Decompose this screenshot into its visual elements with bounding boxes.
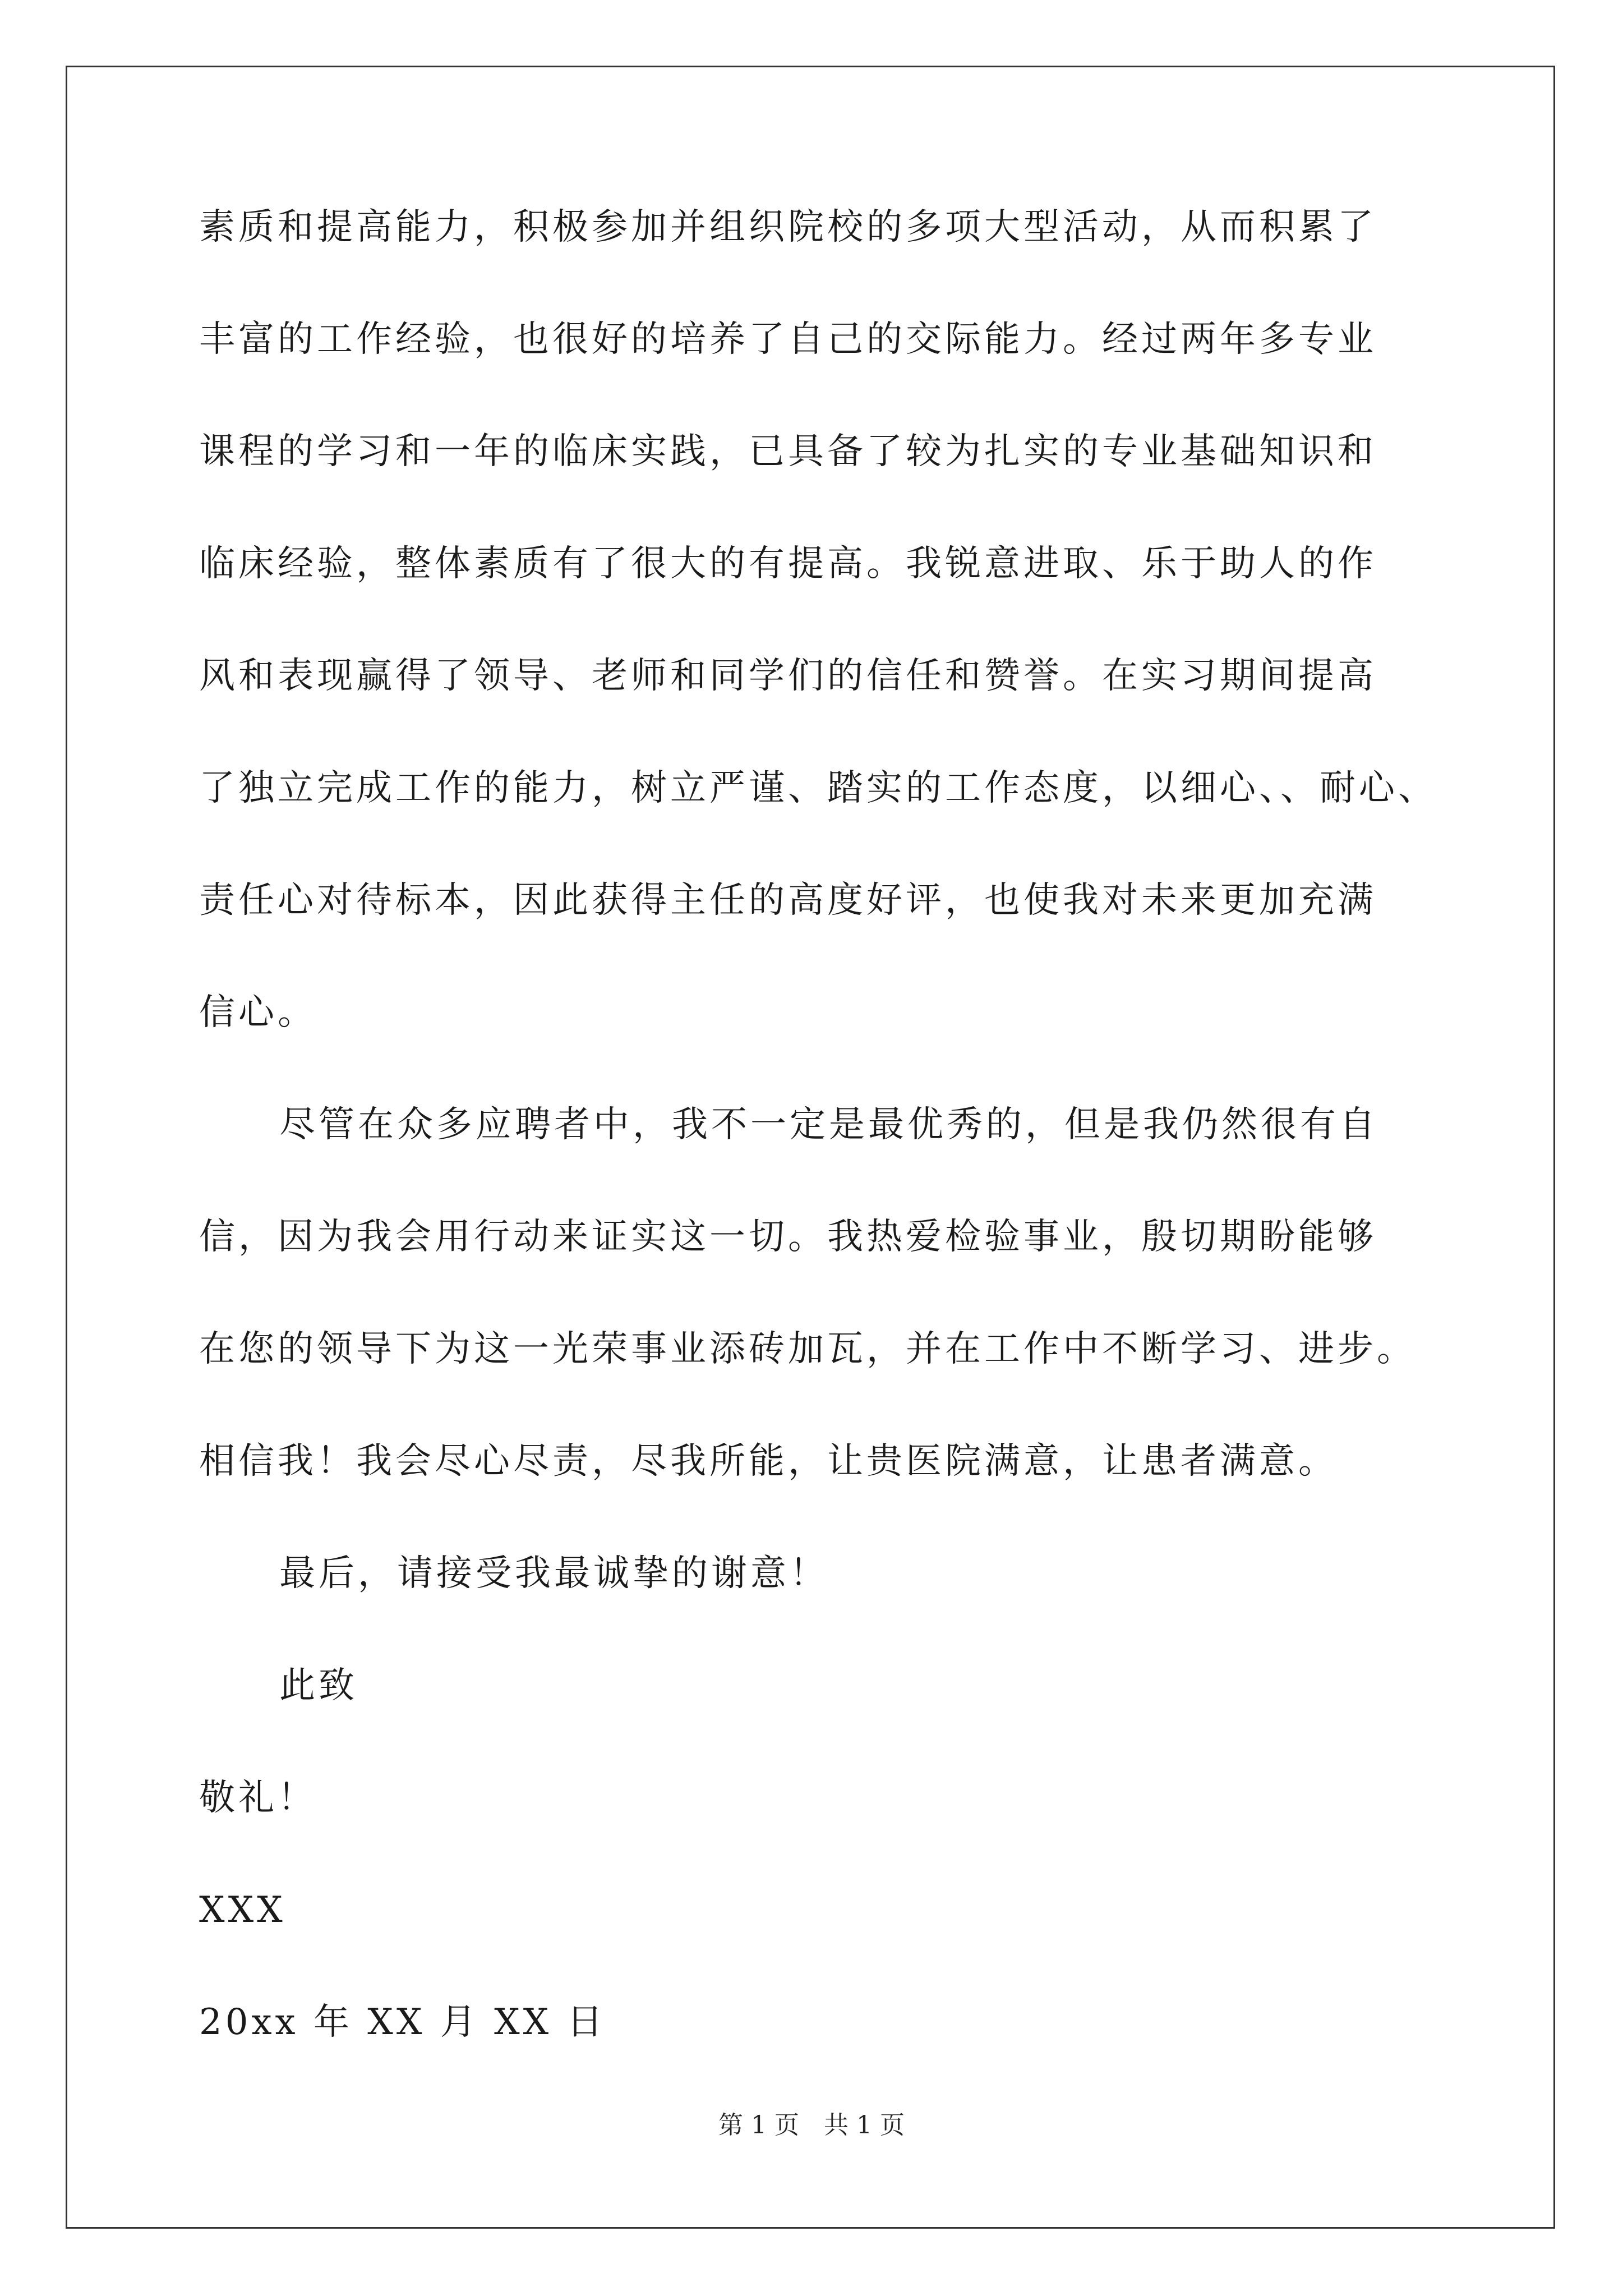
paragraph-1-line-7: 责任心对待标本，因此获得主任的高度好评，也使我对未来更加充满 bbox=[199, 880, 1377, 921]
paragraph-1-line-6: 了独立完成工作的能力，树立严谨、踏实的工作态度，以细心、、耐心、 bbox=[199, 767, 1437, 809]
signature-date: 20xx 年 XX 月 XX 日 bbox=[199, 2001, 606, 2043]
paragraph-2-line-2: 信，因为我会用行动来证实这一切。我热爱检验事业，殷切期盼能够 bbox=[199, 1216, 1377, 1258]
paragraph-1-line-5: 风和表现赢得了领导、老师和同学们的信任和赞誉。在实习期间提高 bbox=[199, 655, 1377, 697]
signature-name: XXX bbox=[199, 1889, 286, 1931]
paragraph-1-line-1: 素质和提高能力，积极参加并组织院校的多项大型活动，从而积累了 bbox=[199, 206, 1377, 248]
paragraph-1-line-2: 丰富的工作经验，也很好的培养了自己的交际能力。经过两年多专业 bbox=[199, 319, 1377, 360]
closing-salutation: 此致 bbox=[279, 1665, 358, 1706]
closing-regards: 敬礼！ bbox=[199, 1777, 317, 1819]
paragraph-2-line-3: 在您的领导下为这一光荣事业添砖加瓦，并在工作中不断学习、进步。 bbox=[199, 1328, 1416, 1370]
paragraph-2-line-1: 尽管在众多应聘者中，我不一定是最优秀的，但是我仍然很有自 bbox=[279, 1104, 1378, 1145]
paragraph-1-line-3: 课程的学习和一年的临床实践，已具备了较为扎实的专业基础知识和 bbox=[199, 431, 1377, 472]
paragraph-1-line-8: 信心。 bbox=[199, 992, 317, 1033]
paragraph-1-line-4: 临床经验，整体素质有了很大的有提高。我锐意进取、乐于助人的作 bbox=[199, 543, 1377, 585]
paragraph-2-line-4: 相信我！我会尽心尽责，尽我所能，让贵医院满意，让患者满意。 bbox=[199, 1441, 1338, 1482]
page-footer: 第 1 页 共 1 页 bbox=[718, 2111, 905, 2139]
closing-thanks: 最后，请接受我最诚挚的谢意！ bbox=[279, 1553, 829, 1594]
